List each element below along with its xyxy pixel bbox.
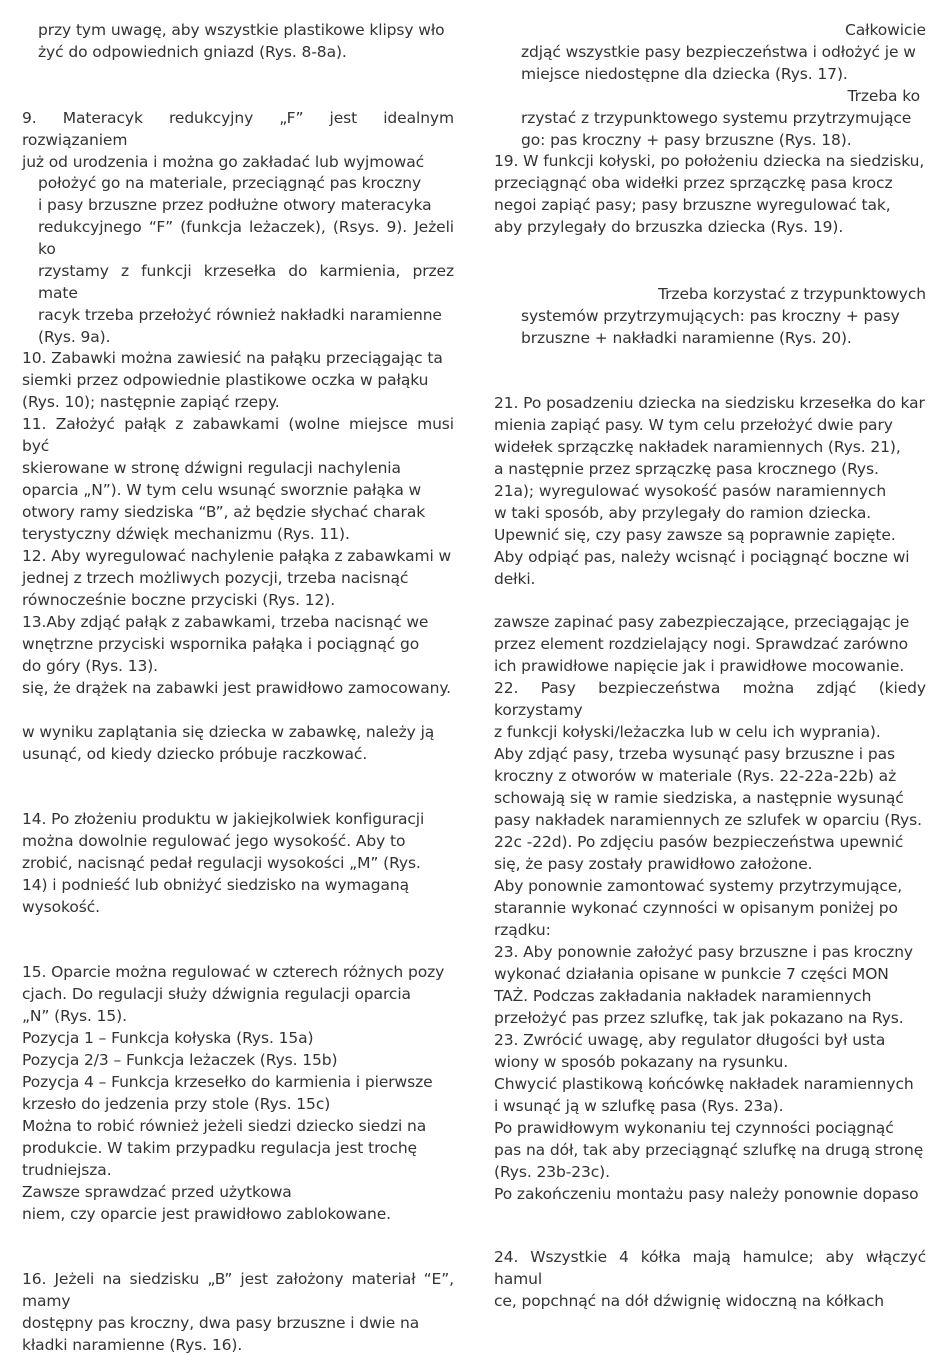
- right-paragraph-10: 24. Wszystkie 4 kółka mają hamulce; aby włączyć hamul ce, popchnąć na dół dźwignię widoczną na kółkach: [494, 1248, 926, 1310]
- right-paragraph-1: Całkowicie: [845, 21, 926, 39]
- right-paragraph-6: Trzeba korzystać z trzypunktowych: [658, 285, 926, 303]
- right-paragraph-7: systemów przytrzymujących: pas kroczny + pasy brzuszne + nakładki naramienne (Rys. 20).: [521, 307, 900, 347]
- right-paragraph-9: zawsze zapinać pasy zabezpieczające, przeciągając je przez element rozdzielający nogi. Sprawdzać zarówno ich prawidłowe napięcie jak i prawidłowe mocowanie. 22. Pasy bezpieczeństwa można zdjąć (kiedy korzystamy z funkcji kołyski/leżaczka lub w celu ich wyprania). Aby zdjąć pasy, trzeba wysunąć pasy brzuszne i pas kroczny z otworów w materiale (Rys. 22-22a-22b) aż schowają się w ramie siedziska, a następnie wysunąć pasy nakładek naramiennych ze szlufek w oparciu (Rys. 22c -22d). Po zdjęciu pasów bezpieczeństwa upewnić się, że pasy zostały prawidłowo założone. Aby ponownie zamontować systemy przytrzymujące, starannie wykonać czynności w opisanym poniżej po rządku: 23. Aby ponownie założyć pasy brzuszne i pas kroczny wykonać działania opisane w punkcie 7 części MON TAŻ. Podczas zakładania nakładek naramiennych przełożyć pas przez szlufkę, tak jak pokazano na Rys. 23. Zwrócić uwagę, aby regulator długości był usta wiony w sposób pokazany na rysunku. Chwycić plastikową końcówkę nakładek naramiennych i wsunąć ją w szlufkę pasa (Rys. 23a). Po prawidłowym wykonaniu tej czynności pociągnąć pas na dół, tak aby przeciągnąć szlufkę na drugą stronę (Rys. 23b-23c). Po zakończeniu montażu pasy należy ponownie dopaso: [494, 613, 926, 1203]
- right-paragraph-4: rzystać z trzypunktowego systemu przytrzymujące go: pas kroczny + pasy brzuszne (Rys. 18).: [521, 109, 912, 149]
- left-paragraph-4: 10. Zabawki można zawiesić na pałąku przeciągając ta siemki przez odpowiednie plastikowe oczka w pałąku (Rys. 10); następnie zapiąć rzepy. 11. Założyć pałąk z zabawkami (wolne miejsce musi być skierowane w stronę dźwigni regulacji nachylenia oparcia „N”). W tym celu wsunąć sworznie pałąka w otwory ramy siedziska “B”, aż będzie słychać charak terystyczny dźwięk mechanizmu (Rys. 11). 12. Aby wyregulować nachylenie pałąka z zabawkami w jednej z trzech możliwych pozycji, trzeba nacisnąć równocześnie boczne przyciski (Rys. 12). 13.Aby zdjąć pałąk z zabawkami, trzeba nacisnąć we wnętrzne przyciski wspornika pałąka i pociągnąć go do góry (Rys. 13).: [22, 349, 454, 675]
- left-paragraph-10: 16. Jeżeli na siedzisku „B” jest założony materiał “E”, mamy dostępny pas kroczny, dwa pasy brzuszne i dwie na kładki naramienne (Rys. 16).: [22, 1270, 454, 1354]
- left-paragraph-8: 15. Oparcie można regulować w czterech różnych pozy cjach. Do regulacji służy dźwignia regulacji oparcia „N” (Rys. 15). Pozycja 1 – Funkcja kołyska (Rys. 15a) Pozycja 2/3 – Funkcja leżaczek (Rys. 15b) Pozycja 4 – Funkcja krzesełko do karmienia i pierwsze krzesło do jedzenia przy stole (Rys. 15c) Można to robić również jeżeli siedzi dziecko siedzi na produkcie. W takim przypadku regulacja jest trochę trudniejsza.: [22, 963, 445, 1179]
- left-paragraph-1: przy tym uwagę, aby wszystkie plastikowe klipsy wło żyć do odpowiednich gniazd (Rys. 8-8a).: [38, 21, 445, 61]
- right-paragraph-3: Trzeba ko: [847, 87, 920, 105]
- right-paragraph-8: 21. Po posadzeniu dziecka na siedzisku krzesełka do kar mienia zapiąć pasy. W tym celu przełożyć dwie pary widełek sprzączkę nakładek naramiennych (Rys. 21), a następnie przez sprzączkę pasa krocznego (Rys. 21a); wyregulować wysokość pasów naramiennych w taki sposób, aby przylegały do ramion dziecka. Upewnić się, czy pasy zawsze są poprawnie zapięte. Aby odpiąć pas, należy wcisnąć i pociągnąć boczne wi dełki.: [494, 394, 925, 588]
- right-paragraph-2: zdjąć wszystkie pasy bezpieczeństwa i odłożyć je w miejsce niedostępne dla dziecka (Rys. 17).: [521, 43, 916, 83]
- left-paragraph-9: Zawsze sprawdzać przed użytkowa niem, czy oparcie jest prawidłowo zablokowane.: [22, 1183, 391, 1223]
- right-paragraph-5: 19. W funkcji kołyski, po położeniu dziecka na siedzisku, przeciągnąć oba widełki przez sprzączkę pasa krocz negoi zapiąć pasy; pasy brzuszne wyregulować tak, aby przylegały do brzuszka dziecka (Rys. 19).: [494, 152, 925, 236]
- left-paragraph-7: 14. Po złożeniu produktu w jakiejkolwiek konfiguracji można dowolnie regulować jego wysokość. Aby to zrobić, nacisnąć pedał regulacji wysokości „M” (Rys. 14) i podnieść lub obniżyć siedzisko na wymaganą wysokość.: [22, 810, 425, 916]
- left-paragraph-3: położyć go na materiale, przeciągnąć pas kroczny i pasy brzuszne przez podłużne otwory materacyka redukcyjnego “F” (funkcja leżaczek), (Rsys. 9). Jeżeli ko rzystamy z funkcji krzesełka do karmienia, przez mate racyk trzeba przełożyć również nakładki naramienne (Rys. 9a).: [38, 174, 454, 346]
- left-paragraph-6: w wyniku zaplątania się dziecka w zabawkę, należy ją usunąć, od kiedy dziecko próbuje raczkować.: [22, 723, 435, 763]
- left-paragraph-5: się, że drążek na zabawki jest prawidłowo zamocowany.: [22, 679, 452, 697]
- left-paragraph-2: 9. Materacyk redukcyjny „F” jest idealnym rozwiązaniem już od urodzenia i można go zakładać lub wyjmować: [22, 109, 454, 171]
